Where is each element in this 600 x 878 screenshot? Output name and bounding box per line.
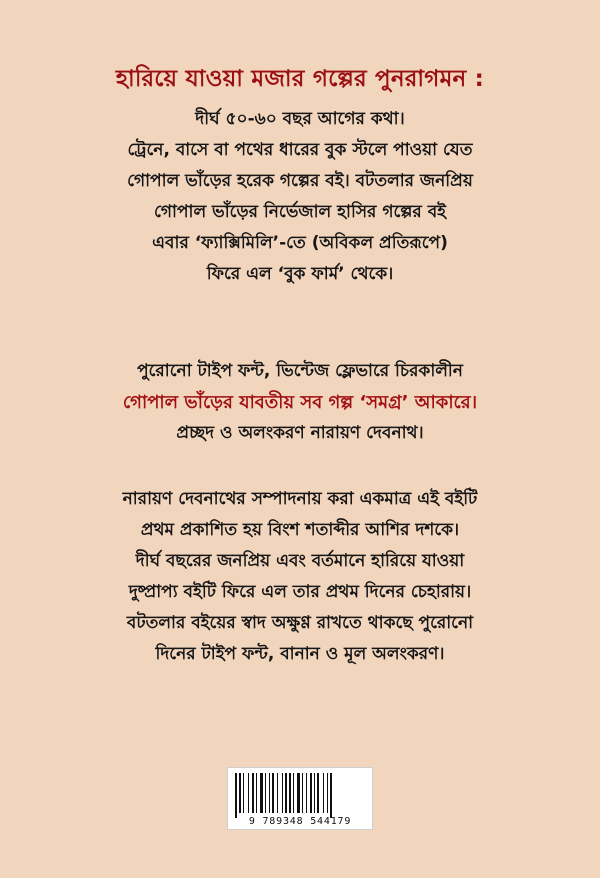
barcode-bar bbox=[310, 773, 312, 813]
isbn-number: 9 789348 544179 bbox=[248, 816, 352, 827]
barcode-bar bbox=[314, 773, 315, 813]
history-line: নারায়ণ দেবনাথের সম্পাদনায় করা একমাত্র এই বইটি bbox=[122, 489, 478, 509]
feature-paragraph bbox=[0, 356, 600, 449]
barcode-bar bbox=[282, 773, 283, 813]
barcode-bar bbox=[252, 773, 254, 813]
barcode-bar bbox=[293, 773, 294, 813]
barcode-bar bbox=[256, 773, 257, 813]
intro-line: গোপাল ভাঁড়ের হরেক গল্পের বই। বটতলার জনপ্রিয় bbox=[127, 171, 473, 191]
intro-paragraph bbox=[0, 104, 600, 290]
history-paragraph bbox=[0, 484, 600, 670]
barcode-bars bbox=[235, 773, 367, 818]
credit-line: প্রচ্ছদ ও অলংকরণ নারায়ণ দেবনাথ। bbox=[176, 423, 424, 443]
barcode-bar bbox=[297, 773, 300, 813]
barcode-bar bbox=[330, 773, 332, 818]
barcode-bar bbox=[265, 773, 266, 813]
barcode-bar bbox=[317, 773, 319, 813]
history-line: দিনের টাইপ ফন্ট, বানান ও মূল অলংকরণ। bbox=[155, 644, 445, 664]
page-title: হারিয়ে যাওয়া মজার গল্পের পুনরাগমন : bbox=[115, 66, 485, 92]
history-line: বটতলার বইয়ের স্বাদ অক্ষুণ্ণ রাখতে থাকছে পুরোনো bbox=[126, 613, 474, 633]
barcode-bar bbox=[289, 773, 291, 813]
barcode-bar bbox=[323, 773, 324, 813]
barcode-bar bbox=[239, 773, 241, 813]
feature-line: পুরোনো টাইপ ফন্ট, ভিন্টেজ ফ্লেভারে চিরকালীন bbox=[137, 361, 463, 381]
barcode-bar bbox=[260, 773, 263, 813]
barcode-bar bbox=[302, 773, 303, 813]
barcode-bar bbox=[327, 773, 328, 813]
history-line: প্রথম প্রকাশিত হয় বিংশ শতাব্দীর আশির দশকে। bbox=[140, 520, 460, 540]
intro-line: দীর্ঘ ৫০-৬০ বছর আগের কথা। bbox=[195, 109, 405, 129]
barcode-bar bbox=[269, 773, 270, 813]
barcode-bar bbox=[285, 773, 287, 813]
intro-line: এবার ‘ফ্যাক্সিমিলি’-তে (অবিকল প্রতিরূপে) bbox=[152, 233, 448, 253]
intro-line: ফিরে এল ‘বুক ফার্ম’ থেকে। bbox=[206, 264, 394, 284]
barcode-bar bbox=[243, 773, 244, 813]
intro-line: গোপাল ভাঁড়ের নির্ভেজাল হাসির গল্পের বই bbox=[154, 202, 446, 222]
history-line: দুষ্প্রাপ্য বইটি ফিরে এল তার প্রথম দিনের চেহারায়। bbox=[128, 582, 472, 602]
highlight-line: গোপাল ভাঁড়ের যাবতীয় সব গল্প ‘সমগ্র’ আকারে। bbox=[122, 392, 478, 413]
barcode-bar bbox=[248, 773, 249, 813]
barcode-bar bbox=[277, 773, 278, 813]
barcode bbox=[227, 767, 373, 830]
history-line: দীর্ঘ বছরের জনপ্রিয় এবং বর্তমানে হারিয়ে যাওয়া bbox=[135, 551, 465, 571]
barcode-bar bbox=[306, 773, 307, 813]
barcode-bar bbox=[272, 773, 274, 813]
barcode-bar bbox=[235, 773, 237, 818]
intro-line: ট্রেনে, বাসে বা পথের ধারের বুক স্টলে পাওয়া যেত bbox=[127, 140, 473, 160]
